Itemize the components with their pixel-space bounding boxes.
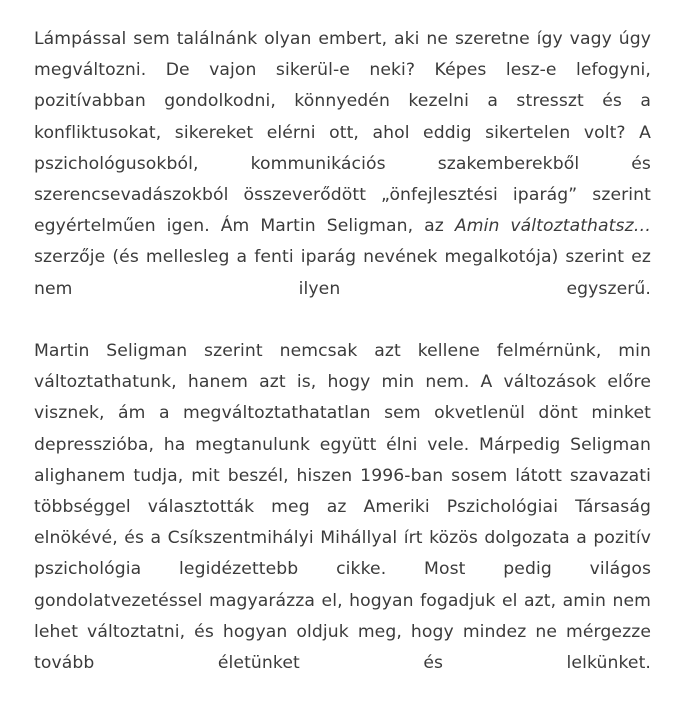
paragraph-2 — [34, 336, 651, 710]
paragraph-1 — [34, 24, 651, 336]
paragraph-1-run-3: szerzője (és mellesleg a fenti iparág nevének megalkotója) szerint ez nem ilyen egyszerű. — [34, 247, 651, 299]
body-text — [34, 24, 651, 710]
book-title-italic: Amin változtathatsz… — [454, 216, 651, 237]
paragraph-1-run-1: Lámpással sem találnánk olyan embert, aki ne szeretne így vagy úgy megváltozni. De vajon sikerül-e neki? Képes lesz-e lefogyni, pozitívabban gondolkodni, könnyedén kezelni a stresszt és a konfliktusokat, sikereket elérni ott, ahol eddig sikertelen volt? A pszichológusokból, kommunikációs szakemberekből és szerencsevadászokból összeverődött „önfejlesztési iparág” szerint egyértelműen igen. Ám Martin Seligman, az — [34, 29, 651, 237]
paragraph-2-run-1: Martin Seligman szerint nemcsak azt kellene felmérnünk, min változtathatunk, hanem azt is, hogy min nem. A változások előre visznek, ám a megváltoztathatatlan sem okvetlenül dönt minket depresszióba, ha megtanulunk együtt élni vele. Márpedig Seligman alighanem tudja, mit beszél, hiszen 1996-ban sosem látott szavazati többséggel választották meg az Ameriki Pszichológiai Társaság elnökévé, és a Csíkszentmihályi Mihállyal írt közös dolgozata a pozitív pszichológia legidézettebb cikke. Most pedig világos gondolatvezetéssel magyarázza el, hogyan fogadjuk el azt, amin nem lehet változtatni, és hogyan oldjuk meg, hogy mindez ne mérgezze tovább életünket és lelkünket. — [34, 341, 651, 674]
